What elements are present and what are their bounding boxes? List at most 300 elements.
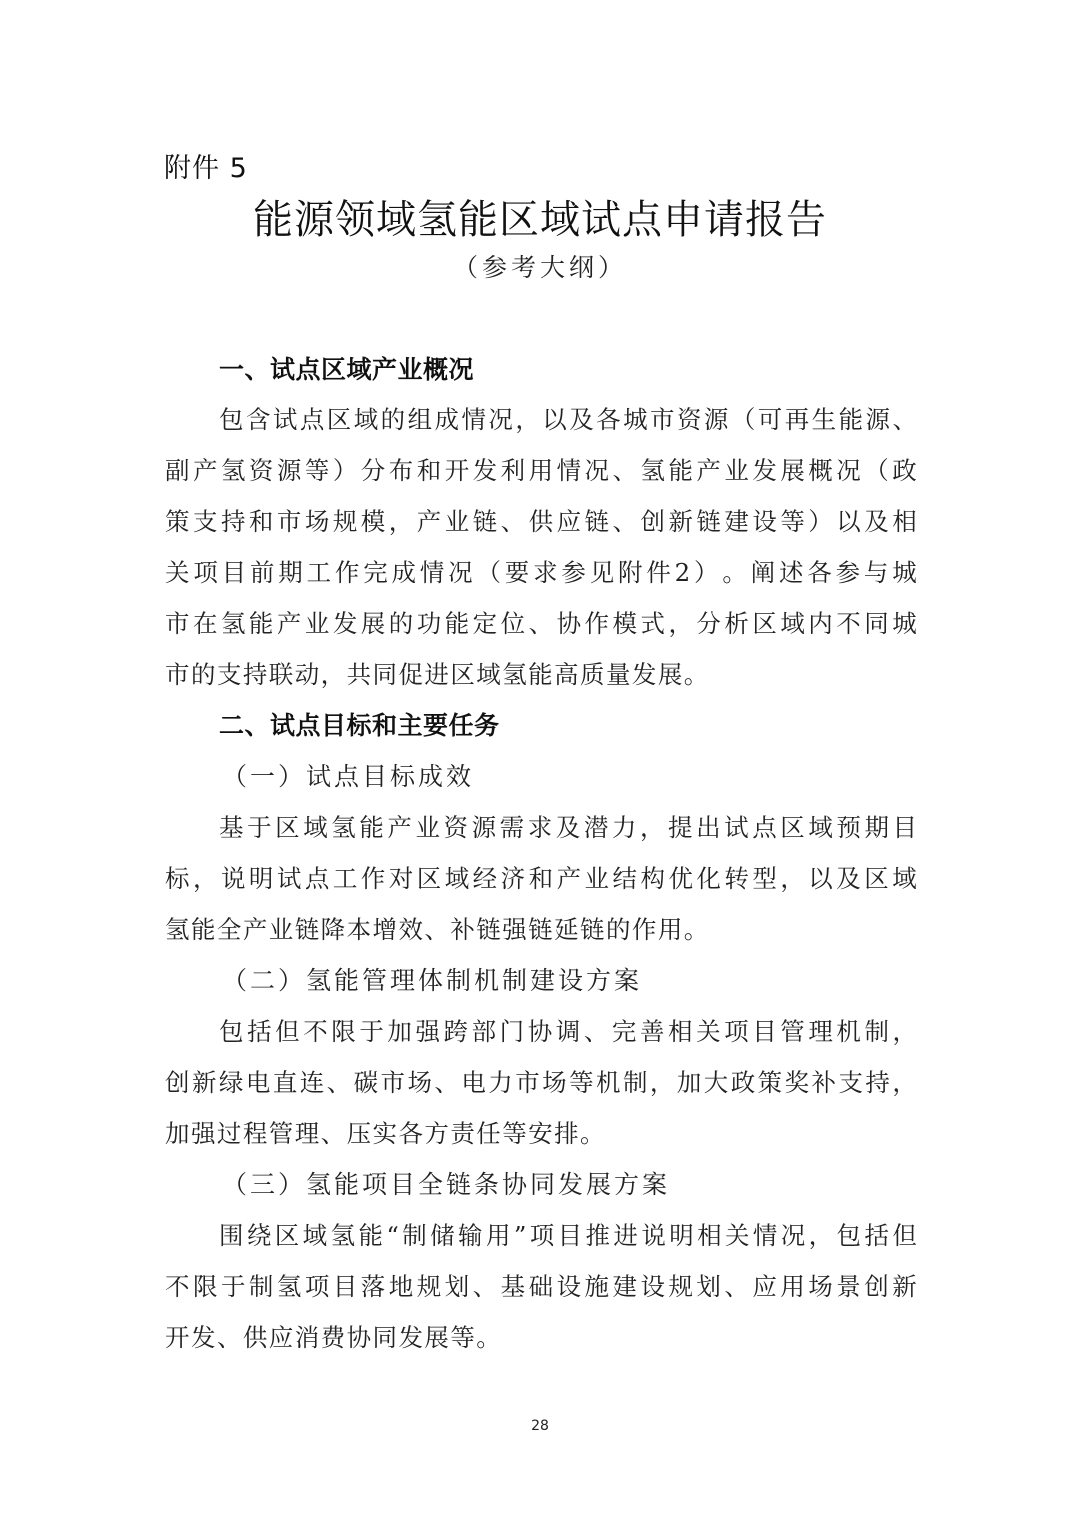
glyph: 情 <box>752 1221 778 1250</box>
glyph: 和 <box>528 864 554 893</box>
glyph: 发 <box>472 456 498 485</box>
paragraph-line <box>165 553 917 593</box>
glyph: 业 <box>584 864 610 893</box>
glyph: 排 <box>554 1119 579 1148</box>
glyph: 述 <box>778 558 804 587</box>
glyph: 大 <box>703 1068 729 1097</box>
glyph: 区 <box>274 1221 300 1250</box>
glyph: 、 <box>612 456 637 485</box>
glyph: 协 <box>556 609 582 638</box>
glyph: 质 <box>580 660 605 689</box>
glyph: 情 <box>556 456 582 485</box>
glyph: 制 <box>248 1272 274 1301</box>
glyph: 创 <box>640 507 665 536</box>
glyph: 、 <box>583 1017 609 1046</box>
glyph: 。 <box>722 558 747 587</box>
glyph: 开 <box>165 1323 190 1352</box>
glyph: 参 <box>835 558 861 587</box>
glyph: 况 <box>488 405 513 434</box>
glyph: 不 <box>303 1017 328 1046</box>
glyph: 及 <box>569 405 594 434</box>
glyph: 源 <box>276 456 302 485</box>
paragraph-line <box>219 1216 917 1256</box>
glyph: 氢 <box>331 813 356 842</box>
glyph: 区 <box>780 813 805 842</box>
glyph: 强 <box>502 915 527 944</box>
glyph: 完 <box>363 558 388 587</box>
glyph: 业 <box>415 813 440 842</box>
glyph: 场 <box>407 1068 432 1097</box>
glyph: 分 <box>696 609 721 638</box>
glyph: 经 <box>472 864 498 893</box>
glyph: 产 <box>242 915 268 944</box>
glyph: 情 <box>461 405 486 434</box>
glyph: 制 <box>402 1221 427 1250</box>
glyph: 和 <box>416 456 442 485</box>
glyph: 源 <box>703 405 729 434</box>
glyph: 完 <box>611 1017 637 1046</box>
glyph: 包 <box>219 1017 244 1046</box>
glyph: 新 <box>191 1068 217 1097</box>
glyph: 城 <box>892 558 917 587</box>
glyph: 。 <box>683 660 709 689</box>
glyph: 限 <box>192 1272 218 1301</box>
glyph: 区 <box>752 609 777 638</box>
paragraph-line <box>165 1318 917 1358</box>
glyph: 各 <box>398 1119 423 1148</box>
glyph: 2 <box>674 558 691 587</box>
glyph: 组 <box>407 405 433 434</box>
glyph: 跨 <box>443 1017 468 1046</box>
glyph: 于 <box>220 1272 246 1301</box>
glyph: 本 <box>346 915 372 944</box>
glyph: 等 <box>450 1323 475 1352</box>
glyph: 项 <box>529 1221 555 1250</box>
glyph: 规 <box>332 507 358 536</box>
glyph: 目 <box>221 558 247 587</box>
glyph: 动 <box>294 660 320 689</box>
glyph: 基 <box>219 813 244 842</box>
glyph: 点 <box>752 813 777 842</box>
glyph: 电 <box>461 1068 486 1097</box>
glyph: 消 <box>294 1323 320 1352</box>
glyph: ， <box>388 507 414 536</box>
glyph: 定 <box>472 609 498 638</box>
glyph: ， <box>320 660 346 689</box>
paragraph-line <box>165 1063 917 1103</box>
glyph: 直 <box>272 1068 298 1097</box>
glyph: 管 <box>268 1119 294 1148</box>
glyph: 析 <box>724 609 749 638</box>
glyph: 氢 <box>220 456 246 485</box>
glyph: 况 <box>836 456 861 485</box>
glyph: 城 <box>623 405 648 434</box>
glyph: 产 <box>696 456 721 485</box>
glyph: 项 <box>724 1017 749 1046</box>
glyph: 期 <box>864 813 889 842</box>
glyph: 能 <box>358 1221 383 1250</box>
glyph: 的 <box>380 405 406 434</box>
paragraph-line <box>165 859 917 899</box>
glyph: 况 <box>448 558 473 587</box>
glyph: 氢 <box>276 1272 302 1301</box>
glyph: 。 <box>683 915 709 944</box>
glyph: 。 <box>580 1119 605 1148</box>
glyph: ， <box>808 1221 834 1250</box>
glyph: 制 <box>622 1068 648 1097</box>
paragraph-line <box>219 808 917 848</box>
glyph: 但 <box>892 1221 917 1250</box>
glyph: 链 <box>528 915 553 944</box>
glyph: 相 <box>892 507 917 536</box>
glyph: 转 <box>724 864 749 893</box>
glyph: 说 <box>220 864 246 893</box>
glyph: 市 <box>165 609 190 638</box>
glyph: 场 <box>808 1272 833 1301</box>
glyph: 不 <box>836 609 861 638</box>
glyph: 城 <box>892 609 917 638</box>
paragraph-line <box>165 604 917 644</box>
glyph: 阐 <box>750 558 776 587</box>
glyph: 同 <box>372 1323 397 1352</box>
glyph: 件 <box>646 558 671 587</box>
glyph: 区 <box>450 660 475 689</box>
glyph: 落 <box>360 1272 386 1301</box>
glyph: 、 <box>500 507 526 536</box>
glyph: 管 <box>780 1017 805 1046</box>
glyph: 方 <box>424 1119 449 1148</box>
glyph: 需 <box>499 813 525 842</box>
glyph: 加 <box>387 1017 412 1046</box>
glyph: ， <box>192 864 218 893</box>
glyph: 包 <box>836 1221 862 1250</box>
glyph: ， <box>892 1068 917 1097</box>
glyph: 潜 <box>583 813 609 842</box>
glyph: 开 <box>444 456 470 485</box>
glyph: 对 <box>388 864 414 893</box>
paragraph-line <box>165 910 917 950</box>
glyph: 目 <box>557 1221 583 1250</box>
glyph: 效 <box>398 915 423 944</box>
glyph: 联 <box>268 660 294 689</box>
glyph: 点 <box>304 864 330 893</box>
glyph: 的 <box>190 660 216 689</box>
glyph: 可 <box>757 405 783 434</box>
glyph: 能 <box>444 609 470 638</box>
glyph: 能 <box>359 813 384 842</box>
glyph: 出 <box>696 813 721 842</box>
glyph: 市 <box>515 1068 540 1097</box>
glyph: 加 <box>676 1068 702 1097</box>
glyph: 前 <box>249 558 275 587</box>
glyph: 见 <box>589 558 615 587</box>
glyph: （ <box>864 456 889 485</box>
glyph: 相 <box>697 1221 722 1250</box>
glyph: 不 <box>165 1272 190 1301</box>
glyph: 域 <box>303 813 328 842</box>
glyph: 实 <box>372 1119 397 1148</box>
glyph: 机 <box>836 1017 861 1046</box>
glyph: 济 <box>500 864 526 893</box>
paragraph-line <box>219 400 917 440</box>
glyph: 、 <box>216 1323 242 1352</box>
glyph: 。 <box>476 1323 501 1352</box>
glyph: ， <box>668 609 693 638</box>
glyph: 地 <box>388 1272 414 1301</box>
glyph: 市 <box>380 1068 405 1097</box>
glyph: 调 <box>555 1017 581 1046</box>
glyph: 策 <box>165 507 190 536</box>
glyph: 力 <box>611 813 637 842</box>
glyph: 理 <box>808 1017 833 1046</box>
glyph: 促 <box>398 660 423 689</box>
glyph: 绕 <box>246 1221 272 1250</box>
glyph: 域 <box>444 864 470 893</box>
glyph: 产 <box>276 609 302 638</box>
glyph: 关 <box>696 1017 721 1046</box>
glyph: ， <box>515 405 540 434</box>
glyph: ， <box>639 813 665 842</box>
glyph: 氢 <box>330 1221 356 1250</box>
glyph: 链 <box>696 507 721 536</box>
glyph: 制 <box>864 1017 889 1046</box>
glyph: 设 <box>640 1272 665 1301</box>
glyph: 、 <box>320 1119 346 1148</box>
glyph: 括 <box>864 1221 889 1250</box>
glyph: 作 <box>584 609 610 638</box>
glyph: 增 <box>372 915 397 944</box>
glyph: 况 <box>780 1221 806 1250</box>
glyph: 氢 <box>640 456 665 485</box>
glyph: 以 <box>836 507 861 536</box>
glyph: 进 <box>613 1221 638 1250</box>
glyph: 碳 <box>353 1068 379 1097</box>
glyph: 附 <box>618 558 643 587</box>
glyph: 目 <box>892 813 917 842</box>
glyph: 括 <box>247 1017 272 1046</box>
subsection-heading-1: （一）试点目标成效 <box>222 762 475 791</box>
glyph: 划 <box>444 1272 470 1301</box>
glyph: 资 <box>248 456 274 485</box>
glyph: 规 <box>416 1272 442 1301</box>
glyph: 包 <box>219 405 244 434</box>
glyph: 展 <box>424 1323 449 1352</box>
glyph: ） <box>332 456 358 485</box>
glyph: 生 <box>811 405 837 434</box>
glyph: 业 <box>724 456 749 485</box>
glyph: 明 <box>669 1221 694 1250</box>
glyph: 发 <box>398 1323 423 1352</box>
glyph: ， <box>649 1068 675 1097</box>
glyph: 各 <box>596 405 621 434</box>
glyph: 预 <box>836 813 861 842</box>
glyph: 程 <box>242 1119 268 1148</box>
glyph: 同 <box>864 609 889 638</box>
section-heading-2: 二、试点目标和主要任务 <box>219 711 500 740</box>
glyph: 的 <box>388 609 414 638</box>
glyph: 、 <box>434 1068 459 1097</box>
glyph: 压 <box>346 1119 372 1148</box>
glyph: 况 <box>584 456 610 485</box>
glyph: 持 <box>242 660 268 689</box>
glyph: 、 <box>424 915 449 944</box>
paragraph-line <box>165 451 917 491</box>
glyph: 式 <box>640 609 665 638</box>
glyph: 相 <box>668 1017 693 1046</box>
glyph: 位 <box>500 609 526 638</box>
glyph: 持 <box>865 1068 890 1097</box>
document-subtitle: （参考大纲） <box>452 253 627 282</box>
glyph: 以 <box>808 864 833 893</box>
glyph: 含 <box>245 405 271 434</box>
glyph: 场 <box>304 507 330 536</box>
glyph: 区 <box>326 405 352 434</box>
glyph: 设 <box>752 507 777 536</box>
glyph: 氢 <box>220 609 246 638</box>
glyph: 参 <box>561 558 586 587</box>
glyph: 用 <box>485 1221 511 1250</box>
glyph: 链 <box>580 915 605 944</box>
glyph: 加 <box>165 1119 190 1148</box>
glyph: 应 <box>556 507 582 536</box>
glyph: 作 <box>334 558 360 587</box>
glyph: 试 <box>272 405 298 434</box>
glyph: 概 <box>808 456 833 485</box>
section-heading-1: 一、试点区域产业概况 <box>219 355 475 384</box>
glyph: 发 <box>190 1323 216 1352</box>
glyph: 安 <box>528 1119 553 1148</box>
glyph: 关 <box>165 558 190 587</box>
glyph: 目 <box>752 1017 777 1046</box>
glyph: 善 <box>639 1017 665 1046</box>
glyph: 创 <box>165 1068 190 1097</box>
glyph: 资 <box>443 813 468 842</box>
glyph: 提 <box>668 813 693 842</box>
glyph: 模 <box>360 507 386 536</box>
glyph: 等 <box>569 1068 594 1097</box>
glyph: 发 <box>631 660 657 689</box>
glyph: 延 <box>554 915 579 944</box>
glyph: 用 <box>657 915 683 944</box>
glyph: 源 <box>865 405 890 434</box>
glyph: 供 <box>242 1323 268 1352</box>
glyph: 协 <box>527 1017 553 1046</box>
glyph: 成 <box>434 405 459 434</box>
glyph: 源 <box>471 813 497 842</box>
glyph: 项 <box>193 558 218 587</box>
paragraph-line <box>165 502 917 542</box>
glyph: 持 <box>220 507 246 536</box>
glyph: ） <box>808 507 833 536</box>
glyph: 策 <box>757 1068 783 1097</box>
glyph: 域 <box>780 609 805 638</box>
glyph: 及 <box>864 507 889 536</box>
glyph: 试 <box>276 864 302 893</box>
glyph: （ <box>476 558 501 587</box>
glyph: 链 <box>584 507 610 536</box>
glyph: 项 <box>304 1272 330 1301</box>
glyph: 支 <box>838 1068 863 1097</box>
glyph: 输 <box>458 1221 483 1250</box>
glyph: 景 <box>836 1272 861 1301</box>
glyph: 支 <box>216 660 242 689</box>
glyph: 区 <box>416 864 442 893</box>
glyph: 区 <box>275 813 300 842</box>
glyph: 再 <box>784 405 810 434</box>
glyph: 分 <box>360 456 386 485</box>
glyph: 情 <box>419 558 445 587</box>
glyph: 域 <box>353 405 379 434</box>
glyph: 强 <box>190 1119 216 1148</box>
glyph: 理 <box>294 1119 320 1148</box>
glyph: 功 <box>416 609 442 638</box>
glyph: 业 <box>268 915 294 944</box>
glyph: 域 <box>892 864 917 893</box>
glyph: 发 <box>332 609 358 638</box>
glyph: 、 <box>612 507 637 536</box>
glyph: 氢 <box>165 915 190 944</box>
glyph: 在 <box>192 609 218 638</box>
document-title: 能源领域氢能区域试点申请报告 <box>253 197 827 243</box>
glyph: 建 <box>612 1272 637 1301</box>
glyph: 链 <box>472 507 498 536</box>
glyph: 模 <box>612 609 637 638</box>
glyph: 利 <box>500 456 526 485</box>
glyph: 基 <box>500 1272 526 1301</box>
glyph: 要 <box>504 558 530 587</box>
glyph: 量 <box>605 660 631 689</box>
glyph: 副 <box>165 456 190 485</box>
glyph: 补 <box>450 915 475 944</box>
glyph: 进 <box>424 660 449 689</box>
glyph: 于 <box>359 1017 384 1046</box>
glyph: 链 <box>476 915 501 944</box>
glyph: 规 <box>668 1272 693 1301</box>
glyph: 目 <box>332 1272 358 1301</box>
glyph: 工 <box>332 864 358 893</box>
glyph: 业 <box>444 507 470 536</box>
glyph: 、 <box>528 609 554 638</box>
glyph: 及 <box>555 813 581 842</box>
glyph: 协 <box>346 1323 372 1352</box>
glyph: 政 <box>892 456 917 485</box>
glyph: 补 <box>811 1068 836 1097</box>
glyph: 场 <box>542 1068 567 1097</box>
glyph: 结 <box>612 864 637 893</box>
glyph: 政 <box>730 1068 756 1097</box>
glyph: 化 <box>696 864 721 893</box>
glyph: 过 <box>216 1119 242 1148</box>
glyph: 门 <box>499 1017 525 1046</box>
glyph: 支 <box>192 507 218 536</box>
glyph: 链 <box>294 915 320 944</box>
glyph: 推 <box>585 1221 611 1250</box>
glyph: 构 <box>640 864 665 893</box>
glyph: 等 <box>304 456 330 485</box>
glyph: 区 <box>864 864 889 893</box>
glyph: 划 <box>696 1272 721 1301</box>
glyph: 新 <box>668 507 693 536</box>
glyph: 用 <box>780 1272 805 1301</box>
glyph: 限 <box>331 1017 356 1046</box>
glyph: 与 <box>863 558 889 587</box>
glyph: 储 <box>430 1221 455 1250</box>
glyph: 但 <box>275 1017 300 1046</box>
glyph: 任 <box>476 1119 501 1148</box>
glyph: 能 <box>838 405 864 434</box>
glyph: 发 <box>752 456 777 485</box>
glyph: ， <box>892 1017 917 1046</box>
